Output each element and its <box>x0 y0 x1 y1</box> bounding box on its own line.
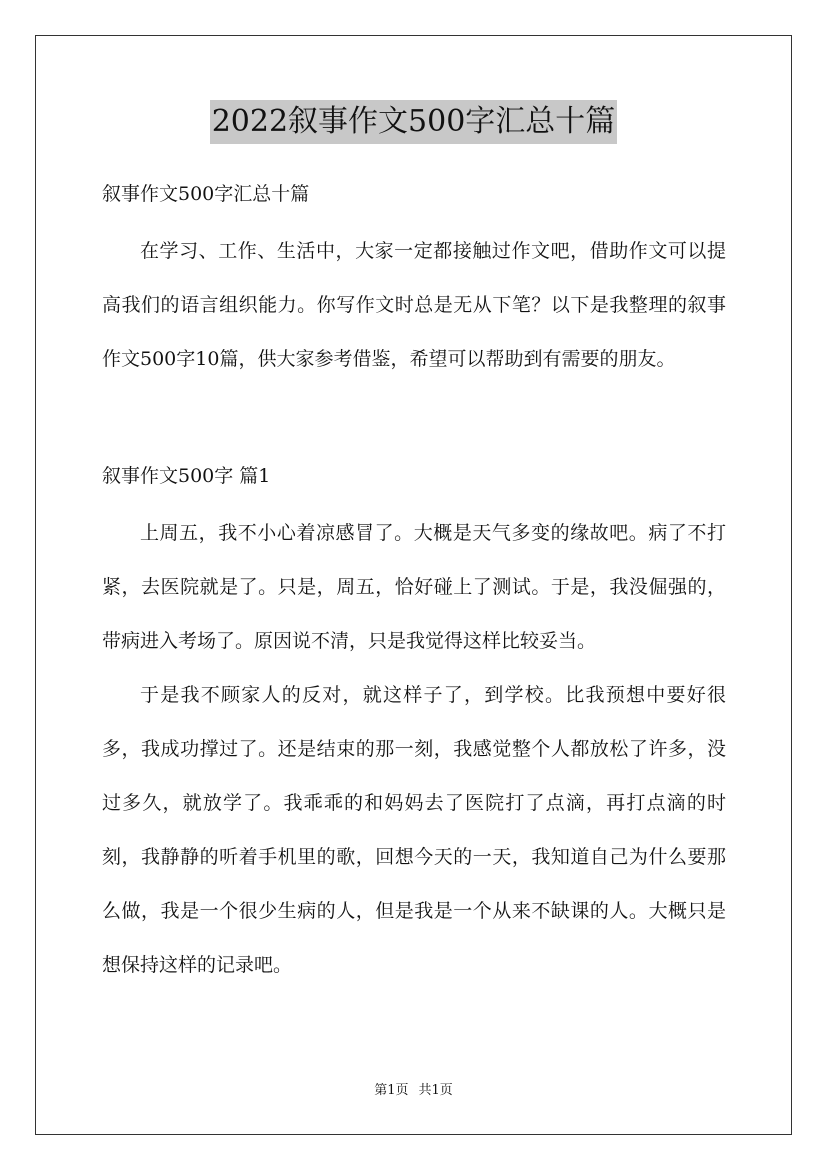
body-paragraph: 上周五，我不小心着凉感冒了。大概是天气多变的缘故吧。病了不打紧，去医院就是了。只是，周五，恰好碰上了测试。于是，我没倔强的，带病进入考场了。原因说不清，只是我觉得这样比较妥当。 <box>102 522 726 652</box>
page-number: 第1页 <box>374 1083 409 1098</box>
document-subtitle: 叙事作文500字汇总十篇 <box>102 183 310 205</box>
body-paragraph: 于是我不顾家人的反对，就这样子了，到学校。比我预想中要好很多，我成功撑过了。还是结束的那一刻，我感觉整个人都放松了许多，没过多久，就放学了。我乖乖的和妈妈去了医院打了点滴，再打点滴的时刻，我静静的听着手机里的歌，回想今天的一天，我知道自己为什么要那么做，我是一个很少生病的人，但是我是一个从来不缺课的人。大概只是想保持这样的记录吧。 <box>102 684 726 976</box>
page-footer <box>0 1081 827 1101</box>
intro-paragraph: 在学习、工作、生活中，大家一定都接触过作文吧，借助作文可以提高我们的语言组织能力。你写作文时总是无从下笔？以下是我整理的叙事作文500字10篇，供大家参考借鉴，希望可以帮助到有需要的朋友。 <box>102 240 726 370</box>
section-heading: 叙事作文500字 篇1 <box>102 465 271 487</box>
title-container <box>0 100 827 144</box>
document-title: 2022叙事作文500字汇总十篇 <box>210 100 618 144</box>
page-total: 共1页 <box>418 1083 453 1098</box>
document-body <box>102 172 726 992</box>
